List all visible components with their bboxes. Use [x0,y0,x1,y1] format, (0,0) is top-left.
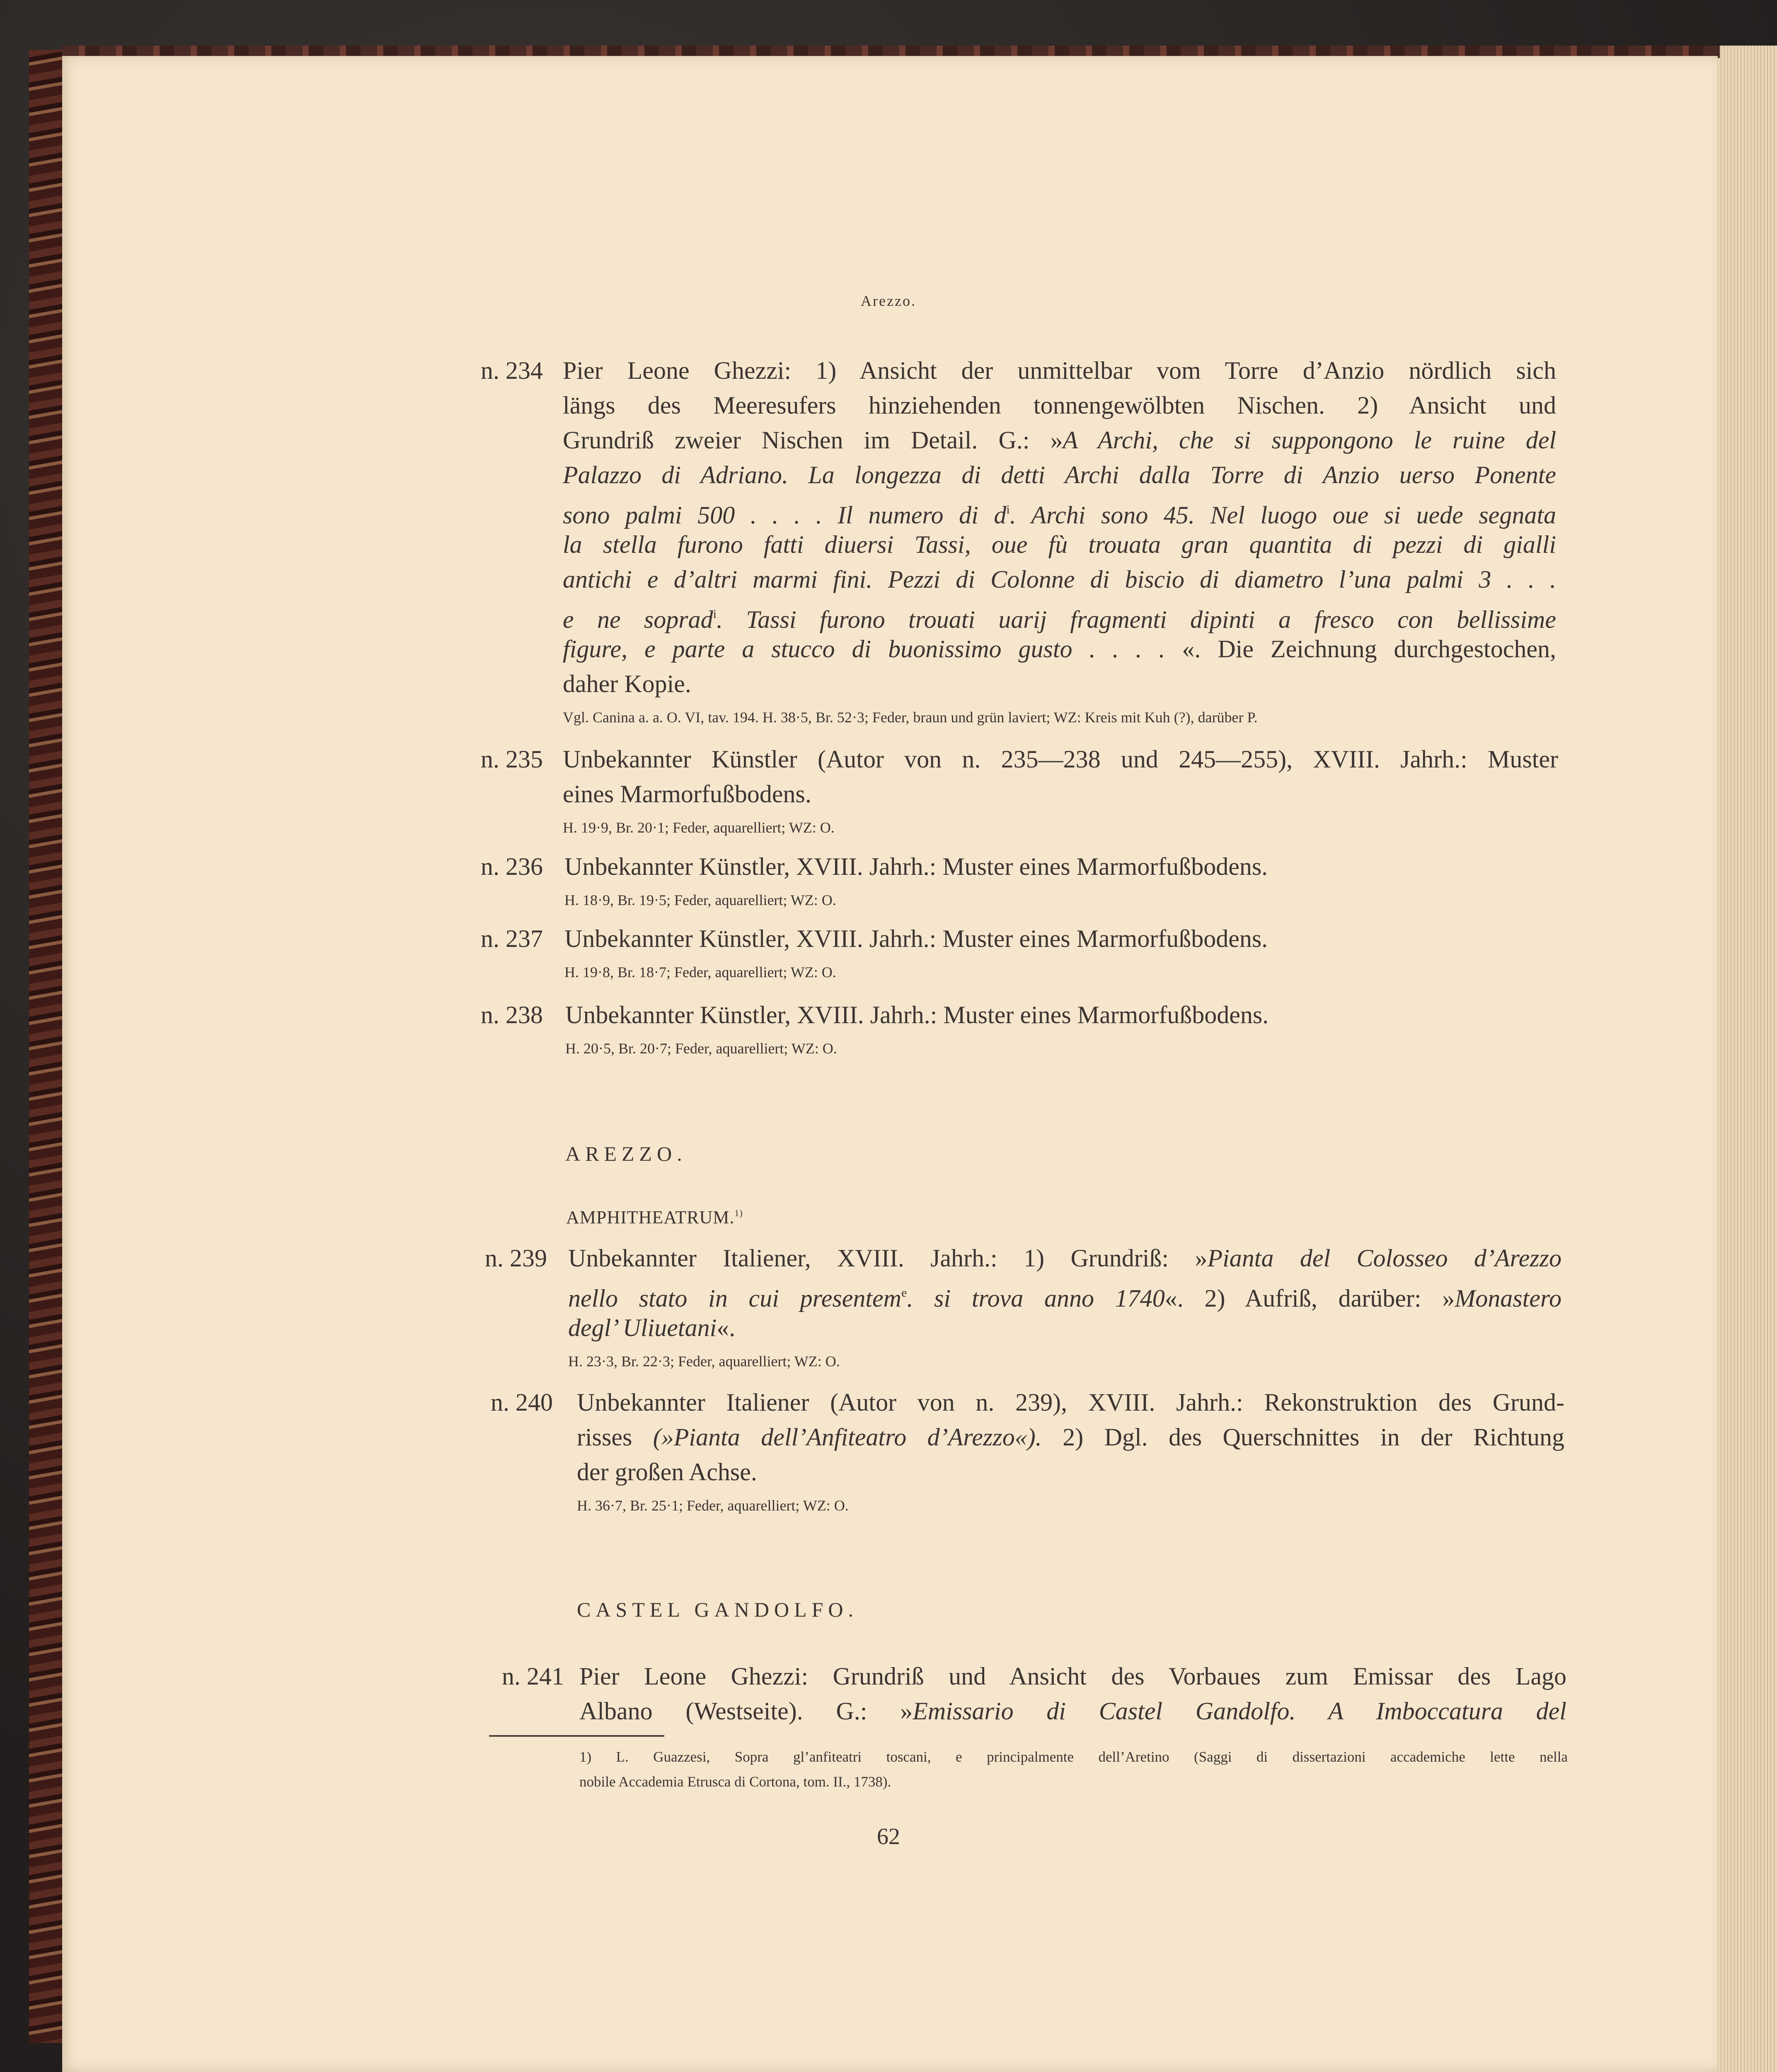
superscript: i [1006,503,1010,516]
entry-body [565,997,1558,1059]
entry-line [564,921,1558,956]
footnote [579,1745,1568,1794]
text-segment: Unbekannter Künstler, XVIII. Jahrh.: Muster eines Marmorfußbodens. [565,1001,1269,1029]
entry-line [563,457,1556,492]
entry-body [564,921,1558,983]
italic-quote-text: nello stato in cui presentem [568,1285,901,1312]
italic-quote-text: Monastero [1455,1285,1562,1312]
entry-line [563,597,1556,632]
entry-details: Vgl. Canina a. a. O. VI, tav. 194. H. 38·5, Br. 52·3; Feder, braun und grün laviert; WZ: Kreis mit Kuh (?), darüber P. [563,709,1258,726]
entry-line [563,777,1558,811]
entry-details: H. 36·7, Br. 25·1; Feder, aquarelliert; WZ: O. [577,1497,849,1514]
italic-quote-text: sono palmi 500 . . . . Il numero di d [563,501,1007,529]
marbled-binding-edge [29,50,66,2043]
entry-line [579,1659,1566,1694]
italic-quote-text: antichi e d’altri marmi fini. Pezzi di Colonne di biscio di diametro l’una palmi 3 . . . [563,566,1556,593]
entry-number: n. 235 [481,746,543,773]
page-number: 62 [877,1824,900,1849]
italic-quote-text: degl’ Uliuetani [568,1314,717,1341]
italic-quote-text: (»Pianta dell’Anfiteatro d’Arezzo«). [653,1423,1042,1451]
footnote-marker: 1) [734,1208,743,1218]
text-segment: risses [577,1423,653,1451]
text-segment: Albano (Westseite). G.: » [579,1697,913,1725]
entry-line [563,388,1556,423]
entry-number: n. 239 [485,1244,547,1272]
entry-details: H. 18·9, Br. 19·5; Feder, aquarelliert; WZ: O. [564,892,836,908]
entry-line [563,492,1556,527]
text-segment: «. Die Zeichnung durchgestochen, [1182,635,1556,663]
entry-details: H. 20·5, Br. 20·7; Feder, aquarelliert; WZ: O. [565,1040,837,1057]
subsection-label: AMPHITHEATRUM. [566,1207,735,1227]
italic-quote-text: Palazzo di Adriano. La longezza di detti Archi dalla Torre di Anzio uerso Ponente [563,461,1556,489]
entry-line [563,562,1556,597]
text-segment: längs des Meeresufers hinziehenden tonnengewölbten Nischen. 2) Ansicht und [563,392,1556,419]
italic-quote-text: . si trova anno 1740 [907,1285,1165,1312]
entry-details: H. 19·8, Br. 18·7; Feder, aquarelliert; WZ: O. [564,964,836,980]
entry-line [563,666,1556,701]
text-segment: Grundriß zweier Nischen im Detail. G.: » [563,426,1063,454]
text-segment: Unbekannter Italiener, XVIII. Jahrh.: 1) Grundriß: » [568,1244,1208,1272]
entry-line [568,1241,1562,1276]
italic-quote-text: la stella furono fatti diuersi Tassi, oue fù trouata gran quantita di pezzi di gialli [563,531,1556,558]
entry-line [563,527,1556,562]
text-segment: Unbekannter Künstler (Autor von n. 235—238 und 245—255), XVIII. Jahrh.: Muster [563,746,1558,773]
entry-number: n. 238 [481,1001,543,1029]
text-segment: Unbekannter Italiener (Autor von n. 239), XVIII. Jahrh.: Rekonstruktion des Grund- [577,1389,1564,1416]
entry-body [577,1385,1564,1516]
entry-details: H. 19·9, Br. 20·1; Feder, aquarelliert; WZ: O. [563,819,835,836]
italic-quote-text: A Archi, che si suppongono le ruine del [1063,426,1556,454]
footnote-line: 1) L. Guazzesi, Sopra gl’anfiteatri toscani, e principalmente dell’Aretino (Saggi di dissertazioni accademiche lette nella [579,1749,1568,1765]
entry-number: n. 241 [502,1663,564,1690]
entry-body [563,353,1556,728]
text-segment: daher Kopie. [563,670,691,697]
entry-details: H. 23·3, Br. 22·3; Feder, aquarelliert; WZ: O. [568,1353,840,1370]
entry-body [568,1241,1562,1372]
entry-line [577,1420,1564,1455]
subsection-heading-amphitheatrum [566,1207,743,1228]
text-segment: Pier Leone Ghezzi: 1) Ansicht der unmittelbar vom Torre d’Anzio nördlich sich [563,357,1556,384]
entry-body [564,849,1558,910]
section-heading-castel-gandolfo: CASTEL GANDOLFO. [577,1598,859,1621]
running-header: Arezzo. [861,293,916,309]
entry-number: n. 240 [491,1389,553,1416]
entry-line [577,1455,1564,1489]
entry-line [563,353,1556,388]
italic-quote-text: e ne soprad [563,606,713,633]
superscript: e [901,1286,907,1300]
entry-number: n. 236 [481,853,543,880]
footnote-line: nobile Accademia Etrusca di Cortona, tom. II., 1738). [579,1774,891,1790]
text-segment: Unbekannter Künstler, XVIII. Jahrh.: Muster eines Marmorfußbodens. [564,925,1268,952]
entry-line [563,423,1556,457]
entry-line [563,632,1556,666]
entry-number: n. 237 [481,925,543,952]
text-segment: der großen Achse. [577,1458,757,1486]
section-heading-arezzo: AREZZO. [565,1142,687,1165]
entry-line [564,849,1558,884]
entry-line [579,1694,1566,1728]
italic-quote-text: figure, e parte a stucco di buonissimo gusto . . . . [563,635,1182,663]
italic-quote-text: . Archi sono 45. Nel luogo oue si uede segnata [1010,501,1556,529]
entry-line [565,997,1558,1032]
text-segment: Pier Leone Ghezzi: Grundriß und Ansicht des Vorbaues zum Emissar des Lago [579,1663,1566,1690]
italic-quote-text: Emissario di Castel Gandolfo. A Imboccatura del [913,1697,1566,1725]
italic-quote-text: . Tassi furono trouati uarij fragmenti dipinti a fresco con bellissime [716,606,1556,633]
entry-line [568,1276,1562,1310]
entry-line [563,742,1558,777]
text-segment: Unbekannter Künstler, XVIII. Jahrh.: Muster eines Marmorfußbodens. [564,853,1268,880]
entry-line [568,1310,1562,1345]
entry-line [577,1385,1564,1420]
entry-body [563,742,1558,838]
superscript: i [713,607,717,621]
text-segment: «. [717,1314,736,1341]
text-segment: eines Marmorfußbodens. [563,780,811,808]
text-segment: «. 2) Aufriß, darüber: » [1164,1285,1455,1312]
footnote-divider [489,1735,664,1737]
entry-number: n. 234 [481,357,543,384]
text-segment: 2) Dgl. des Querschnittes in der Richtung [1041,1423,1564,1451]
italic-quote-text: Pianta del Colosseo d’Arezzo [1207,1244,1562,1272]
page-stack-edge [1712,46,1777,2072]
entry-body [579,1659,1566,1728]
